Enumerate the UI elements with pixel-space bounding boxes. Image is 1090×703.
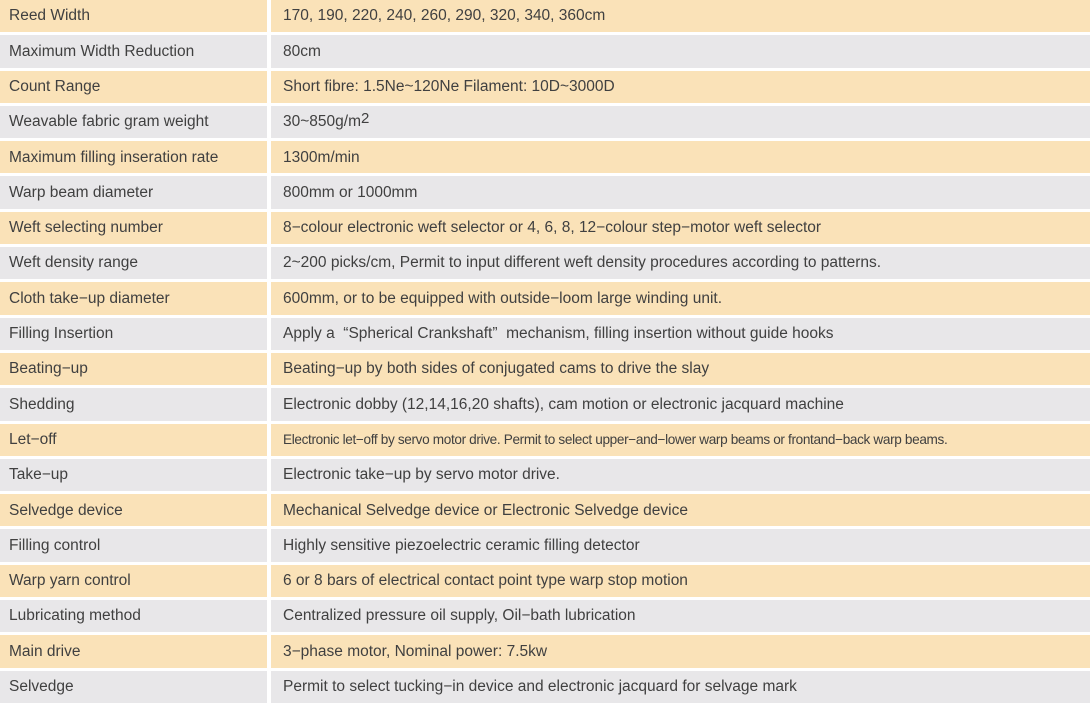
spec-label: Filling control xyxy=(9,536,101,554)
table-row xyxy=(0,71,1090,103)
spec-value-cell xyxy=(271,71,1090,103)
spec-value: 800mm or 1000mm xyxy=(283,183,418,201)
table-row xyxy=(0,247,1090,279)
table-row xyxy=(0,282,1090,314)
spec-value: Electronic dobby (12,14,16,20 shafts), cam motion or electronic jacquard machine xyxy=(283,395,844,413)
spec-label-cell xyxy=(0,353,267,385)
spec-value-cell xyxy=(271,424,1090,456)
spec-value-cell xyxy=(271,529,1090,561)
spec-label-cell xyxy=(0,565,267,597)
spec-value: 8−colour electronic weft selector or 4, 6, 8, 12−colour step−motor weft selector xyxy=(283,219,822,237)
spec-value: 3−phase motor, Nominal power: 7.5kw xyxy=(283,642,548,660)
spec-value-cell xyxy=(271,176,1090,208)
spec-value-cell xyxy=(271,212,1090,244)
spec-value: Permit to select tucking−in device and electronic jacquard for selvage mark xyxy=(283,678,797,696)
spec-label-cell xyxy=(0,494,267,526)
table-row xyxy=(0,318,1090,350)
table-row xyxy=(0,106,1090,138)
spec-label-cell xyxy=(0,176,267,208)
spec-value: Highly sensitive piezoelectric ceramic filling detector xyxy=(283,536,640,554)
table-row xyxy=(0,635,1090,667)
spec-label-cell xyxy=(0,247,267,279)
spec-label-cell xyxy=(0,459,267,491)
spec-value-cell xyxy=(271,600,1090,632)
spec-label-cell xyxy=(0,424,267,456)
spec-value: Beating−up by both sides of conjugated cams to drive the slay xyxy=(283,360,710,378)
table-row xyxy=(0,353,1090,385)
spec-value: 170, 190, 220, 240, 260, 290, 320, 340, 360cm xyxy=(283,7,606,25)
spec-value-cell xyxy=(271,247,1090,279)
spec-value-cell xyxy=(271,459,1090,491)
table-row xyxy=(0,0,1090,32)
spec-value: 2~200 picks/cm, Permit to input different weft density procedures according to patterns. xyxy=(283,254,882,272)
spec-value-cell xyxy=(271,106,1090,138)
spec-label-cell xyxy=(0,35,267,67)
spec-label: Maximum Width Reduction xyxy=(9,42,195,60)
spec-label-cell xyxy=(0,71,267,103)
spec-value-cell xyxy=(271,318,1090,350)
spec-label: Count Range xyxy=(9,77,101,95)
table-row xyxy=(0,671,1090,703)
spec-label: Selvedge xyxy=(9,678,74,696)
spec-value-cell xyxy=(271,282,1090,314)
spec-label: Selvedge device xyxy=(9,501,123,519)
table-row xyxy=(0,176,1090,208)
spec-label-cell xyxy=(0,529,267,561)
spec-value: 6 or 8 bars of electrical contact point type warp stop motion xyxy=(283,572,688,590)
spec-value: Centralized pressure oil supply, Oil−bath lubrication xyxy=(283,607,636,625)
spec-value-cell xyxy=(271,353,1090,385)
spec-label: Filling Insertion xyxy=(9,325,114,343)
table-row xyxy=(0,565,1090,597)
spec-label: Main drive xyxy=(9,642,81,660)
table-row xyxy=(0,600,1090,632)
spec-value: 80cm xyxy=(283,42,321,60)
spec-value-cell xyxy=(271,671,1090,703)
table-row xyxy=(0,424,1090,456)
spec-value: Short fibre: 1.5Ne~120Ne Filament: 10D~3000D xyxy=(283,77,615,95)
spec-value: 600mm, or to be equipped with outside−loom large winding unit. xyxy=(283,289,723,307)
spec-value-cell xyxy=(271,494,1090,526)
spec-label: Maximum filling inseration rate xyxy=(9,148,219,166)
superscript-text: 2 xyxy=(361,109,370,127)
spec-value: Electronic take−up by servo motor drive. xyxy=(283,466,560,484)
spec-label: Let−off xyxy=(9,430,57,448)
spec-label: Take−up xyxy=(9,466,69,484)
spec-label: Cloth take−up diameter xyxy=(9,289,170,307)
spec-label: Lubricating method xyxy=(9,607,141,625)
spec-label-cell xyxy=(0,212,267,244)
spec-label-cell xyxy=(0,388,267,420)
spec-label-cell xyxy=(0,0,267,32)
spec-label: Shedding xyxy=(9,395,75,413)
table-row xyxy=(0,212,1090,244)
spec-value: Mechanical Selvedge device or Electronic Selvedge device xyxy=(283,501,688,519)
spec-label: Weft density range xyxy=(9,254,138,272)
spec-value-cell xyxy=(271,141,1090,173)
spec-value-cell xyxy=(271,35,1090,67)
spec-label-cell xyxy=(0,106,267,138)
spec-label-cell xyxy=(0,318,267,350)
spec-value-cell xyxy=(271,565,1090,597)
spec-label: Weavable fabric gram weight xyxy=(9,113,209,131)
spec-label-cell xyxy=(0,282,267,314)
spec-label: Warp yarn control xyxy=(9,572,131,590)
spec-label-cell xyxy=(0,671,267,703)
table-row xyxy=(0,388,1090,420)
table-row xyxy=(0,35,1090,67)
spec-value: 30~850g/m xyxy=(283,113,361,131)
spec-label: Reed Width xyxy=(9,7,90,25)
table-row xyxy=(0,141,1090,173)
table-row xyxy=(0,459,1090,491)
spec-label-cell xyxy=(0,635,267,667)
spec-value-cell xyxy=(271,0,1090,32)
spec-value-cell xyxy=(271,388,1090,420)
spec-value: 1300m/min xyxy=(283,148,360,166)
spec-label: Beating−up xyxy=(9,360,88,378)
spec-label: Weft selecting number xyxy=(9,219,163,237)
table-row xyxy=(0,494,1090,526)
table-row xyxy=(0,529,1090,561)
spec-value: Electronic let−off by servo motor drive. Permit to select upper−and−lower warp beams or frontand−back warp beams. xyxy=(283,431,948,447)
spec-value: Apply a “Spherical Crankshaft” mechanism, filling insertion without guide hooks xyxy=(283,325,834,343)
spec-label-cell xyxy=(0,600,267,632)
spec-label: Warp beam diameter xyxy=(9,183,154,201)
spec-label-cell xyxy=(0,141,267,173)
spec-value-cell xyxy=(271,635,1090,667)
